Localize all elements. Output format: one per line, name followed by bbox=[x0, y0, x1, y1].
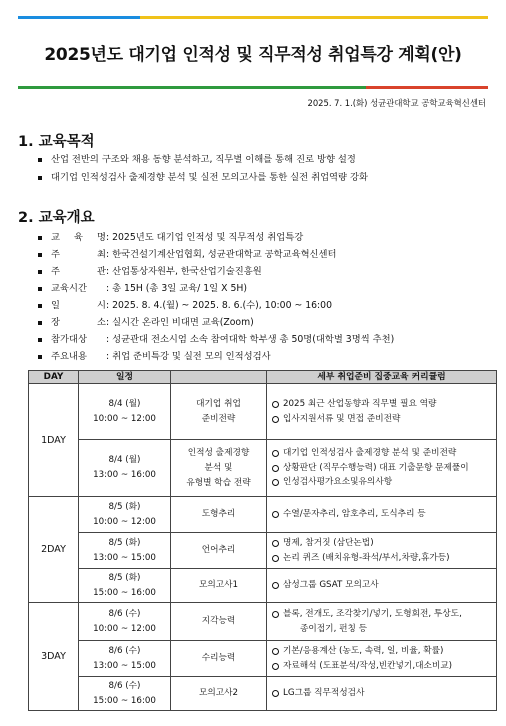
overview-key: 참가대상 bbox=[51, 334, 87, 345]
schedule-date: 8/6 (수) bbox=[108, 608, 141, 619]
topic-line: 도형추리 bbox=[201, 509, 236, 519]
schedule-cell bbox=[79, 641, 171, 677]
bar-segment-yellow bbox=[140, 16, 488, 19]
schedule-time: 13:00 ~ 15:00 bbox=[93, 660, 156, 671]
topic-cell bbox=[171, 569, 267, 603]
page-title: 2025년도 대기업 인적성 및 직무적성 취업특강 계획(안) bbox=[44, 45, 462, 65]
overview-key: 교 육 명 bbox=[51, 232, 106, 243]
schedule-time: 13:00 ~ 16:00 bbox=[93, 470, 156, 480]
circle-bullet-icon bbox=[272, 401, 279, 408]
curriculum-text: 대기업 인적성검사 출제경향 분석 및 준비전략 bbox=[283, 448, 457, 459]
bar-segment-blue bbox=[18, 16, 140, 19]
curriculum-text: LG그룹 직무적성검사 bbox=[283, 688, 365, 699]
overview-value: : 성균관대 전소시엄 소속 참여대학 학부생 총 50명(대학별 3명씩 추천) bbox=[106, 334, 395, 345]
curriculum-text: 기본/응용계산 (농도, 속력, 일, 비율, 확률) bbox=[283, 646, 444, 656]
schedule-date: 8/5 (화) bbox=[108, 572, 141, 583]
circle-bullet-icon bbox=[272, 416, 279, 423]
curriculum-cell bbox=[267, 440, 497, 497]
topic-cell bbox=[171, 677, 267, 711]
bar-segment-red bbox=[366, 86, 488, 89]
curriculum-item bbox=[270, 536, 493, 551]
circle-bullet-icon bbox=[272, 611, 279, 618]
overview-item bbox=[38, 331, 394, 348]
curriculum-cell bbox=[267, 533, 497, 569]
schedule-cell bbox=[79, 569, 171, 603]
header-topic bbox=[171, 371, 267, 384]
header-curriculum: 세부 취업준비 집중교육 커리큘럼 bbox=[267, 371, 497, 384]
overview-value: : 실시간 온라인 비대면 교육(Zoom) bbox=[106, 317, 254, 328]
schedule-cell bbox=[79, 603, 171, 641]
table-row bbox=[29, 641, 497, 677]
bottom-color-bar bbox=[18, 86, 488, 89]
curriculum-item bbox=[270, 644, 493, 659]
topic-cell bbox=[171, 497, 267, 533]
header-schedule: 일정 bbox=[79, 371, 171, 384]
topic-cell bbox=[171, 440, 267, 497]
overview-item bbox=[38, 348, 394, 365]
circle-bullet-icon bbox=[272, 690, 279, 697]
table-row bbox=[29, 497, 497, 533]
circle-bullet-icon bbox=[272, 511, 279, 518]
overview-item bbox=[38, 246, 394, 263]
schedule-time: 10:00 ~ 12:00 bbox=[93, 623, 156, 634]
schedule-date: 8/6 (수) bbox=[108, 645, 141, 656]
curriculum-text: 인성검사평가요소및유의사항 bbox=[283, 477, 393, 488]
purpose-item: 산업 전반의 구조와 채용 동향 분석하고, 직무별 이해를 통해 진로 방향 설정 bbox=[38, 151, 368, 169]
table-row bbox=[29, 603, 497, 641]
curriculum-item bbox=[270, 397, 493, 412]
topic-line: 언어추리 bbox=[201, 545, 236, 555]
topic-line: 모의고사1 bbox=[198, 580, 239, 590]
curriculum-cell bbox=[267, 641, 497, 677]
curriculum-text: 상황판단 (직무수행능력) 대표 기출문항 문제풀이 bbox=[283, 462, 469, 473]
table-row bbox=[29, 440, 497, 497]
schedule-date: 8/5 (화) bbox=[108, 537, 141, 548]
overview-list bbox=[38, 229, 394, 365]
schedule-cell bbox=[79, 384, 171, 440]
schedule-time: 10:00 ~ 12:00 bbox=[93, 516, 156, 527]
issue-date-issuer: 2025. 7. 1.(화) 성균관대학교 공학교육혁신센터 bbox=[307, 98, 486, 108]
curriculum-item bbox=[270, 578, 493, 593]
overview-key: 주 최 bbox=[51, 249, 106, 260]
purpose-list bbox=[38, 151, 368, 187]
overview-item bbox=[38, 297, 394, 314]
topic-line: 인적성 출제경향 bbox=[187, 447, 250, 458]
circle-bullet-icon bbox=[272, 648, 279, 655]
topic-line: 수리능력 bbox=[201, 653, 236, 663]
top-color-bar bbox=[18, 16, 488, 19]
curriculum-item bbox=[270, 607, 493, 622]
circle-bullet-icon bbox=[272, 663, 279, 670]
overview-value: : 2025년도 대기업 인적성 및 직무적성 취업특강 bbox=[106, 232, 304, 243]
circle-bullet-icon bbox=[272, 582, 279, 589]
curriculum-text: 자료해석 (도표분석/작성,빈칸넣기,대소비교) bbox=[283, 660, 453, 671]
circle-bullet-icon bbox=[272, 479, 279, 486]
schedule-cell bbox=[79, 533, 171, 569]
topic-cell bbox=[171, 641, 267, 677]
curriculum-cell bbox=[267, 677, 497, 711]
overview-key: 일 시 bbox=[51, 300, 106, 311]
topic-cell bbox=[171, 603, 267, 641]
curriculum-text: 입사지원서류 및 면접 준비전략 bbox=[283, 413, 401, 424]
table-row bbox=[29, 384, 497, 440]
bar-segment-green bbox=[18, 86, 366, 89]
curriculum-cell bbox=[267, 569, 497, 603]
overview-item bbox=[38, 314, 394, 331]
topic-line: 준비전략 bbox=[201, 413, 236, 424]
purpose-item: 대기업 인적성검사 출제경향 분석 및 실전 모의고사를 통한 실전 취업역량 강화 bbox=[38, 169, 368, 187]
curriculum-cell bbox=[267, 497, 497, 533]
table-header-row bbox=[29, 371, 497, 384]
curriculum-item bbox=[270, 412, 493, 427]
curriculum-item-continuation: 종이접기, 펀칭 등 bbox=[300, 623, 368, 634]
schedule-time: 15:00 ~ 16:00 bbox=[93, 587, 156, 598]
topic-line: 분석 및 bbox=[204, 462, 233, 473]
day-cell: 2DAY bbox=[29, 497, 79, 603]
section-heading-purpose: 1. 교육목적 bbox=[18, 134, 95, 150]
schedule-cell bbox=[79, 497, 171, 533]
schedule-table bbox=[28, 370, 497, 711]
schedule-date: 8/4 (월) bbox=[108, 455, 141, 465]
circle-bullet-icon bbox=[272, 465, 279, 472]
section-heading-overview: 2. 교육개요 bbox=[18, 210, 95, 226]
topic-line: 지각능력 bbox=[201, 616, 236, 626]
topic-cell bbox=[171, 533, 267, 569]
schedule-date: 8/4 (월) bbox=[108, 398, 141, 409]
day-cell: 3DAY bbox=[29, 603, 79, 711]
curriculum-text: 명제, 참거짓 (삼단논법) bbox=[283, 538, 374, 548]
schedule-date: 8/6 (수) bbox=[108, 680, 141, 691]
table-row bbox=[29, 569, 497, 603]
topic-line: 대기업 취업 bbox=[196, 398, 241, 409]
curriculum-text: 수열/문자추리, 암호추리, 도식추리 등 bbox=[283, 509, 426, 520]
curriculum-item bbox=[270, 507, 493, 522]
curriculum-text: 블록, 전개도, 조각찾기/넣기, 도형회전, 투상도, bbox=[283, 609, 462, 619]
curriculum-text: 논리 퀴즈 (배치유형-좌석/부서,차량,휴가등) bbox=[283, 552, 450, 563]
overview-item bbox=[38, 280, 394, 297]
schedule-time: 15:00 ~ 16:00 bbox=[93, 695, 156, 706]
overview-value: : 한국건설기계산업협회, 성균관대학교 공학교육혁신센터 bbox=[106, 249, 337, 260]
header-day: DAY bbox=[29, 371, 79, 384]
curriculum-cell bbox=[267, 603, 497, 641]
overview-value: : 취업 준비특강 및 실전 모의 인적성검사 bbox=[106, 351, 271, 362]
topic-cell bbox=[171, 384, 267, 440]
overview-key: 장 소 bbox=[51, 317, 106, 328]
overview-value: : 총 15H (총 3일 교육/ 1일 X 5H) bbox=[106, 283, 247, 294]
overview-key: 주요내용 bbox=[51, 351, 87, 362]
overview-item bbox=[38, 229, 394, 246]
schedule-date: 8/5 (화) bbox=[108, 501, 141, 512]
topic-line: 모의고사2 bbox=[198, 688, 239, 698]
curriculum-text: 2025 최근 산업동향과 직무별 필요 역량 bbox=[283, 399, 437, 409]
curriculum-item bbox=[270, 461, 493, 476]
curriculum-cell bbox=[267, 384, 497, 440]
curriculum-text: 삼성그룹 GSAT 모의고사 bbox=[283, 580, 379, 591]
overview-key: 교육시간 bbox=[51, 283, 87, 294]
circle-bullet-icon bbox=[272, 450, 279, 457]
table-row bbox=[29, 533, 497, 569]
topic-line: 유형별 학습 전략 bbox=[186, 477, 251, 488]
overview-value: : 2025. 8. 4.(월) ~ 2025. 8. 6.(수), 10:00 ~ 16:00 bbox=[106, 300, 332, 311]
circle-bullet-icon bbox=[272, 540, 279, 547]
overview-value: : 산업통상자원부, 한국산업기술진흥원 bbox=[106, 266, 262, 277]
overview-key: 주 관 bbox=[51, 266, 106, 277]
overview-item bbox=[38, 263, 394, 280]
curriculum-item bbox=[270, 686, 493, 701]
curriculum-item bbox=[270, 446, 493, 461]
table-row bbox=[29, 677, 497, 711]
curriculum-item bbox=[270, 659, 493, 674]
day-cell: 1DAY bbox=[29, 384, 79, 497]
schedule-time: 10:00 ~ 12:00 bbox=[93, 413, 156, 424]
schedule-time: 13:00 ~ 15:00 bbox=[93, 552, 156, 563]
curriculum-item bbox=[270, 551, 493, 566]
circle-bullet-icon bbox=[272, 555, 279, 562]
schedule-cell bbox=[79, 677, 171, 711]
schedule-cell bbox=[79, 440, 171, 497]
curriculum-item bbox=[270, 475, 493, 490]
